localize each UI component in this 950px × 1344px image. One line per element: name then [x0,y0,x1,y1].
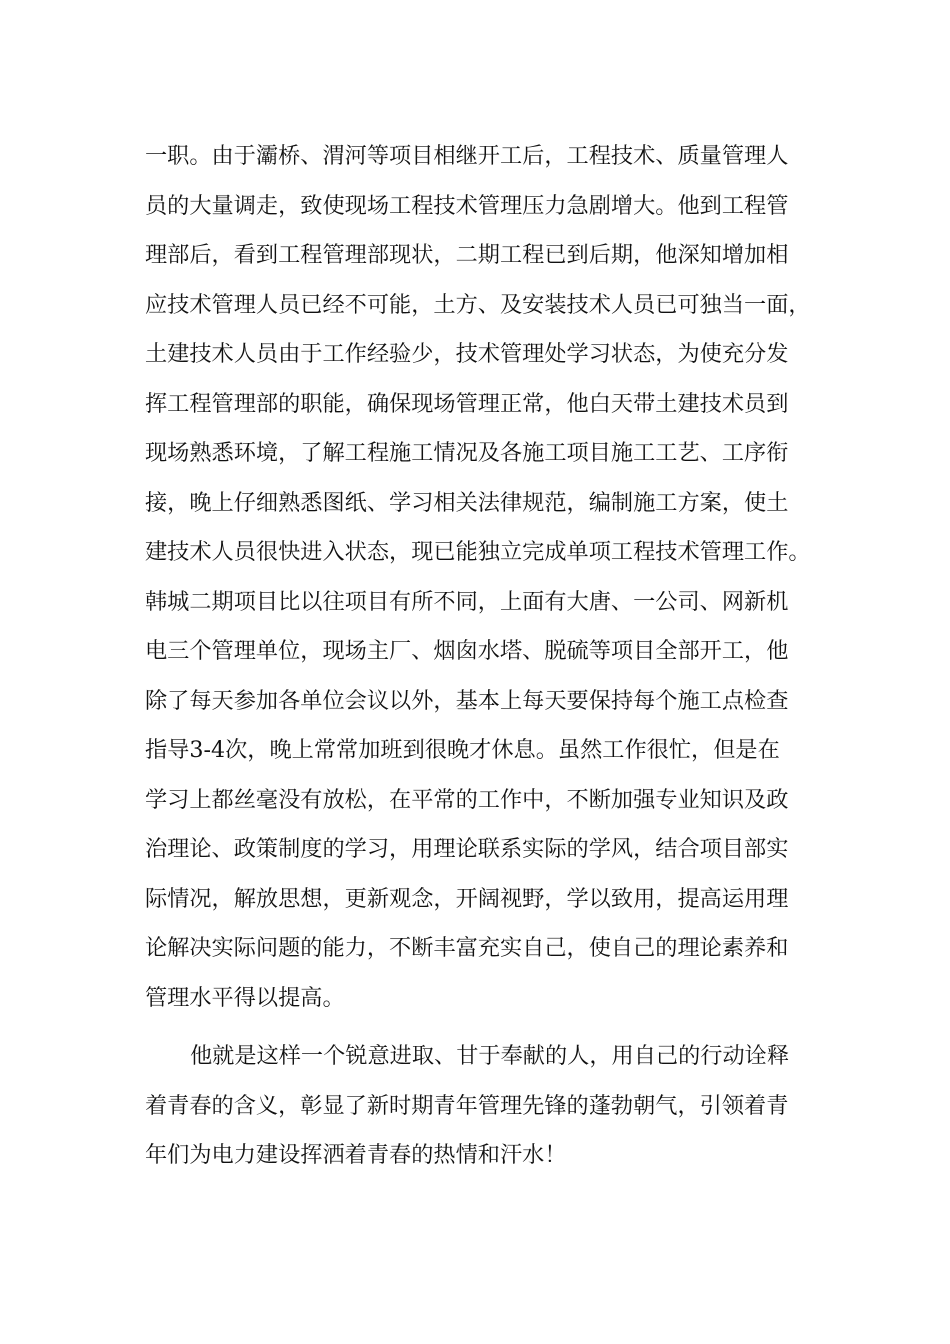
text-line: 论解决实际问题的能力，不断丰富充实自己，使自己的理论素养和 [145,935,789,961]
text-line: 韩城二期项目比以往项目有所不同，上面有大唐、一公司、网新机 [145,588,789,615]
text-line: 管理水平得以提高。 [145,984,345,1011]
text-line: 际情况，解放思想，更新观念，开阔视野，学以致用，提高运用理 [145,885,789,912]
text-line: 建技术人员很快进入状态，现已能独立完成单项工程技术管理工作。 [145,539,811,565]
text-line: 年们为电力建设挥洒着青春的热情和汗水！ [145,1142,567,1168]
text-line: 除了每天参加各单位会议以外，基本上每天要保持每个施工点检查 [145,687,789,714]
paragraph-spacer [145,1023,815,1032]
text-line: 他就是这样一个锐意进取、甘于奉献的人，用自己的行动诠释 [190,1043,790,1069]
document-body [145,132,815,1181]
text-line: 学习上都丝毫没有放松，在平常的工作中，不断加强专业知识及政 [145,786,789,813]
text-line: 接，晚上仔细熟悉图纸、学习相关法律规范，编制施工方案，使土 [145,489,789,516]
text-line: 一职。由于灞桥、渭河等项目相继开工后，工程技术、质量管理人 [145,143,789,169]
text-line: 理部后，看到工程管理部现状，二期工程已到后期，他深知增加相 [145,242,789,268]
text-line: 应技术管理人员已经不可能，土方、及安装技术人员已可独当一面， [145,291,811,318]
text-line: 挥工程管理部的职能，确保现场管理正常，他白天带土建技术员到 [145,390,789,417]
text-line: 治理论、政策制度的学习，用理论联系实际的学风，结合项目部实 [145,836,789,862]
text-line: 电三个管理单位，现场主厂、烟囱水塔、脱硫等项目全部开工，他 [145,638,789,664]
paragraph-2 [145,1032,815,1181]
text-line: 土建技术人员由于工作经验少，技术管理处学习状态，为使充分发 [145,341,789,367]
text-line: 着青春的含义，彰显了新时期青年管理先锋的蓬勃朝气，引领着青 [145,1092,789,1119]
text-line: 现场熟悉环境，了解工程施工情况及各施工项目施工工艺、工序衔 [145,440,789,466]
text-line: 员的大量调走，致使现场工程技术管理压力急剧增大。他到工程管 [145,192,789,219]
text-line: 指导3-4次，晚上常常加班到很晚才休息。虽然工作很忙，但是在 [145,737,780,763]
paragraph-1 [145,132,815,1023]
